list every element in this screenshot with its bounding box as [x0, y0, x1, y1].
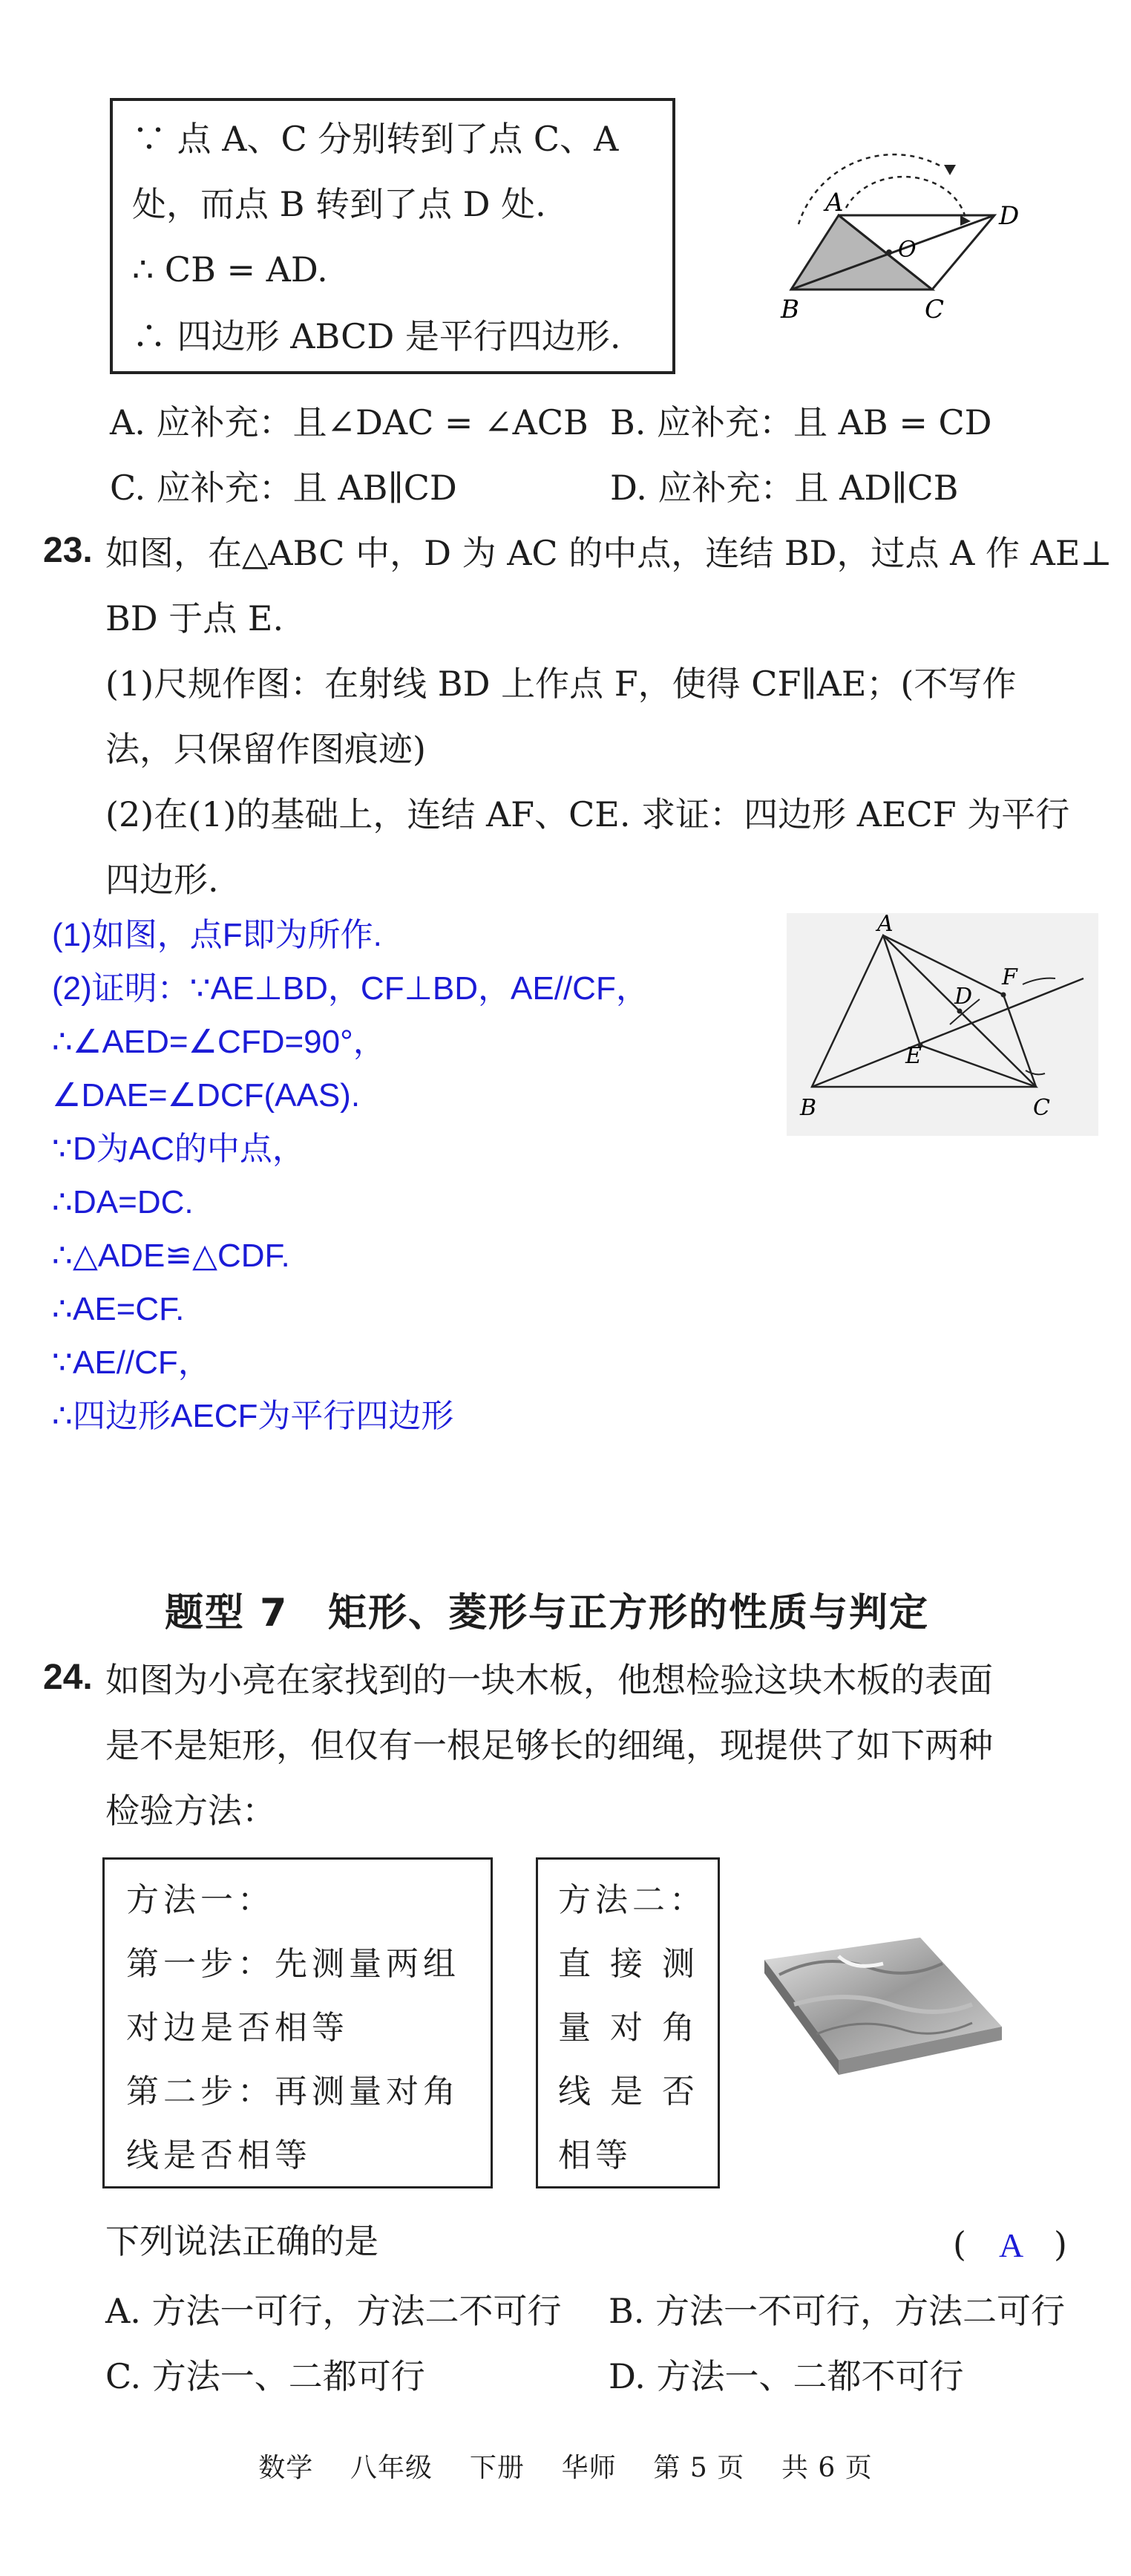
section-title: 矩形、菱形与正方形的性质与判定 [328, 1591, 930, 1635]
footer-subject: 数学 [258, 2453, 314, 2483]
method-one-line-4: 第二步：再测量对角 [126, 2073, 460, 2111]
wood-board-image [750, 1923, 1017, 2101]
fig23-label-b: B [800, 1095, 817, 1121]
page-footer [0, 2447, 1131, 2485]
q23-answer-line-2: (2)证明：∵AE⊥BD，CF⊥BD，AE//CF， [52, 970, 649, 1007]
q23-part1-line-2: 法，只保留作图痕迹) [105, 729, 426, 769]
q23-answer-line-8: ∴AE=CF. [52, 1291, 185, 1327]
answer-paren-open: ( [953, 2224, 966, 2264]
method-two-line-4: 线 是 否 [558, 2073, 699, 2111]
q24-stem-line-1: 如图为小亮在家找到的一块木板，他想检验这块木板的表面 [105, 1660, 993, 1700]
fig23-label-a: A [877, 913, 894, 937]
fig23-label-f: F [1002, 964, 1017, 990]
fig23-label-c: C [1033, 1095, 1050, 1121]
q23-answer-line-6: ∴DA=DC. [52, 1184, 194, 1220]
method-two-line-1: 方法二： [558, 1881, 707, 1919]
method-one-line-1: 方法一： [126, 1881, 275, 1919]
q24-stem-line-2: 是不是矩形，但仅有一根足够长的细绳，现提供了如下两种 [105, 1725, 993, 1765]
method-two-line-5: 相等 [558, 2137, 632, 2174]
q23-stem-line-1: 如图，在△ABC 中，D 为 AC 的中点，连结 BD，过点 A 作 AE⊥ [105, 533, 1112, 573]
q24-option-a[interactable]: A. 方法一可行，方法二不可行 [105, 2291, 562, 2331]
proof-line-1: ∵ 点 A、C 分别转到了点 C、A [132, 119, 619, 159]
proof-line-3: ∴ CB = AD. [132, 249, 328, 290]
q24-option-b[interactable]: B. 方法一不可行，方法二可行 [609, 2291, 1066, 2331]
q23-number: 23. [43, 531, 93, 570]
fig-label-d: D [999, 201, 1020, 231]
answer-paren-close: ) [1054, 2224, 1067, 2264]
q22-option-c[interactable]: C. 应补充：且 AB∥CD [110, 468, 457, 508]
q23-answer-line-7: ∴△ADE≌△CDF. [52, 1238, 290, 1274]
q23-answer-line-4: ∠DAE=∠DCF(AAS). [52, 1077, 361, 1114]
method-two-line-2: 直 接 测 [558, 1945, 699, 1983]
footer-publisher: 华师 [561, 2453, 617, 2483]
section-label: 题型 7 [165, 1591, 289, 1635]
method-one-line-3: 对边是否相等 [126, 2009, 349, 2047]
q23-part1-line-1: (1)尺规作图：在射线 BD 上作点 F，使得 CF∥AE；(不写作 [105, 664, 1017, 704]
fig23-label-e: E [905, 1043, 922, 1069]
method-one-line-2: 第一步：先测量两组 [126, 1945, 460, 1983]
q22-option-d[interactable]: D. 应补充：且 AD∥CB [610, 468, 959, 508]
q24-number: 24. [43, 1658, 93, 1697]
q24-question: 下列说法正确的是 [105, 2221, 378, 2261]
fig23-label-d: D [954, 984, 973, 1010]
fig-label-b: B [781, 295, 799, 324]
footer-total: 共 6 页 [781, 2453, 873, 2483]
footer-grade: 八年级 [350, 2453, 433, 2483]
fig-label-c: C [925, 295, 945, 324]
q23-answer-line-9: ∵AE//CF， [52, 1344, 211, 1381]
q23-part2-line-1: (2)在(1)的基础上，连结 AF、CE. 求证：四边形 AECF 为平行 [105, 794, 1070, 834]
q24-stem-line-3: 检验方法： [105, 1791, 276, 1831]
proof-line-4: ∴ 四边形 ABCD 是平行四边形. [132, 316, 621, 356]
q24-option-d[interactable]: D. 方法一、二都不可行 [609, 2356, 964, 2396]
fig-label-a: A [825, 188, 844, 218]
q23-stem-line-2: BD 于点 E. [105, 598, 284, 638]
q23-part2-line-2: 四边形. [105, 860, 219, 900]
q23-answer-line-5: ∵D为AC的中点， [52, 1131, 305, 1167]
method-two-line-3: 量 对 角 [558, 2009, 699, 2047]
proof-line-2: 处，而点 B 转到了点 D 处. [132, 184, 546, 224]
method-one-line-5: 线是否相等 [126, 2137, 312, 2174]
rotation-figure [772, 134, 1054, 334]
q24-option-c[interactable]: C. 方法一、二都可行 [105, 2356, 425, 2396]
fig-label-o: O [898, 237, 917, 263]
footer-page: 第 5 页 [653, 2453, 745, 2483]
q23-answer-line-3: ∴∠AED=∠CFD=90°， [52, 1024, 386, 1060]
q22-option-b[interactable]: B. 应补充：且 AB = CD [610, 402, 992, 442]
footer-volume: 下册 [469, 2453, 525, 2483]
triangle-construction-figure [787, 913, 1098, 1136]
q23-answer-line-1: (1)如图，点F即为所作. [52, 917, 382, 953]
q22-option-a[interactable]: A. 应补充：且∠DAC = ∠ACB [110, 402, 589, 442]
q23-answer-line-10: ∴四边形AECF为平行四边形 [52, 1398, 454, 1434]
q24-answer: A [999, 2226, 1024, 2264]
